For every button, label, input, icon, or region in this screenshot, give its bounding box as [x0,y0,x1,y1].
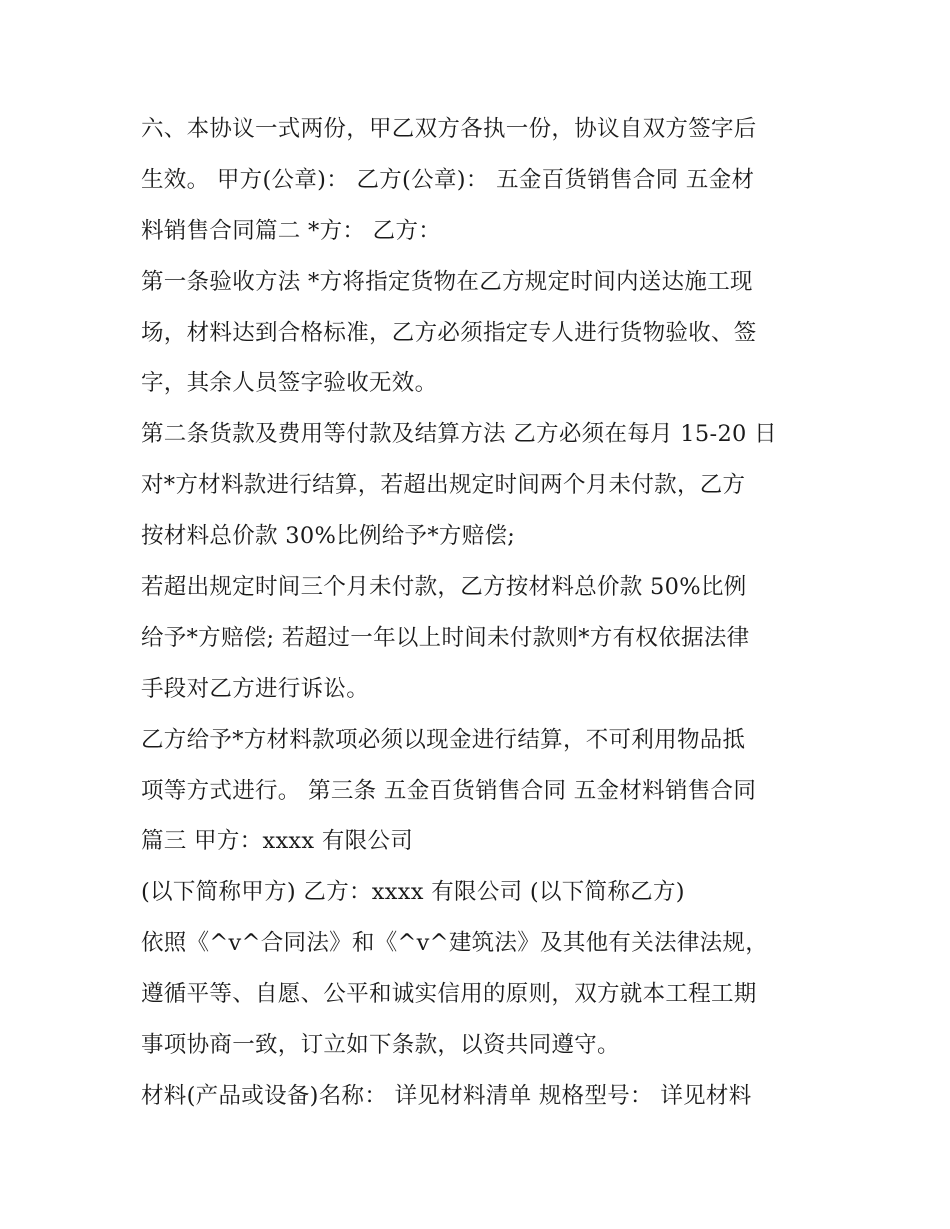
text-line: 手段对乙方进行诉讼。 [141,675,370,702]
text-line: 料销售合同篇二 *方： 乙方： [141,217,442,244]
text-line: 篇三 甲方：xxxx 有限公司 [141,828,414,855]
text-line: 第一条验收方法 *方将指定货物在乙方规定时间内送达施工现 [141,268,753,295]
text-line: 字，其余人员签字验收无效。 [141,370,438,397]
text-line: 对*方材料款进行结算，若超出规定时间两个月未付款，乙方 [141,472,746,499]
text-line: 依照《^v^合同法》和《^v^建筑法》及其他有关法律法规， [141,930,769,957]
text-line: 乙方给予*方材料款项必须以现金进行结算，不可利用物品抵 [141,726,746,753]
text-line: 场，材料达到合格标准，乙方必须指定专人进行货物验收、签 [141,319,757,346]
text-line: 第二条货款及费用等付款及结算方法 乙方必须在每月 15-20 日 [141,421,777,448]
text-line: 六、本协议一式两份，甲乙双方各执一份，协议自双方签字后 [141,116,757,142]
text-line: 生效。 甲方(公章)： 乙方(公章)： 五金百货销售合同 五金材 [141,166,755,193]
text-line: 遵循平等、自愿、公平和诚实信用的原则，双方就本工程工期 [141,981,757,1008]
text-line: 给予*方赔偿; 若超过一年以上时间未付款则*方有权依据法律 [141,624,750,651]
text-line: 若超出规定时间三个月未付款，乙方按材料总价款 50%比例 [141,574,747,601]
document-body [141,104,821,1122]
text-line: 项等方式进行。 第三条 五金百货销售合同 五金材料销售合同 [141,777,757,804]
text-line: 按材料总价款 30%比例给予*方赔偿; [141,523,516,550]
text-line: 事项协商一致，订立如下条款，以资共同遵守。 [141,1032,620,1059]
text-line: 材料(产品或设备)名称： 详见材料清单 规格型号： 详见材料 [141,1082,752,1109]
text-line: (以下简称甲方) 乙方：xxxx 有限公司 (以下简称乙方) [141,879,685,906]
